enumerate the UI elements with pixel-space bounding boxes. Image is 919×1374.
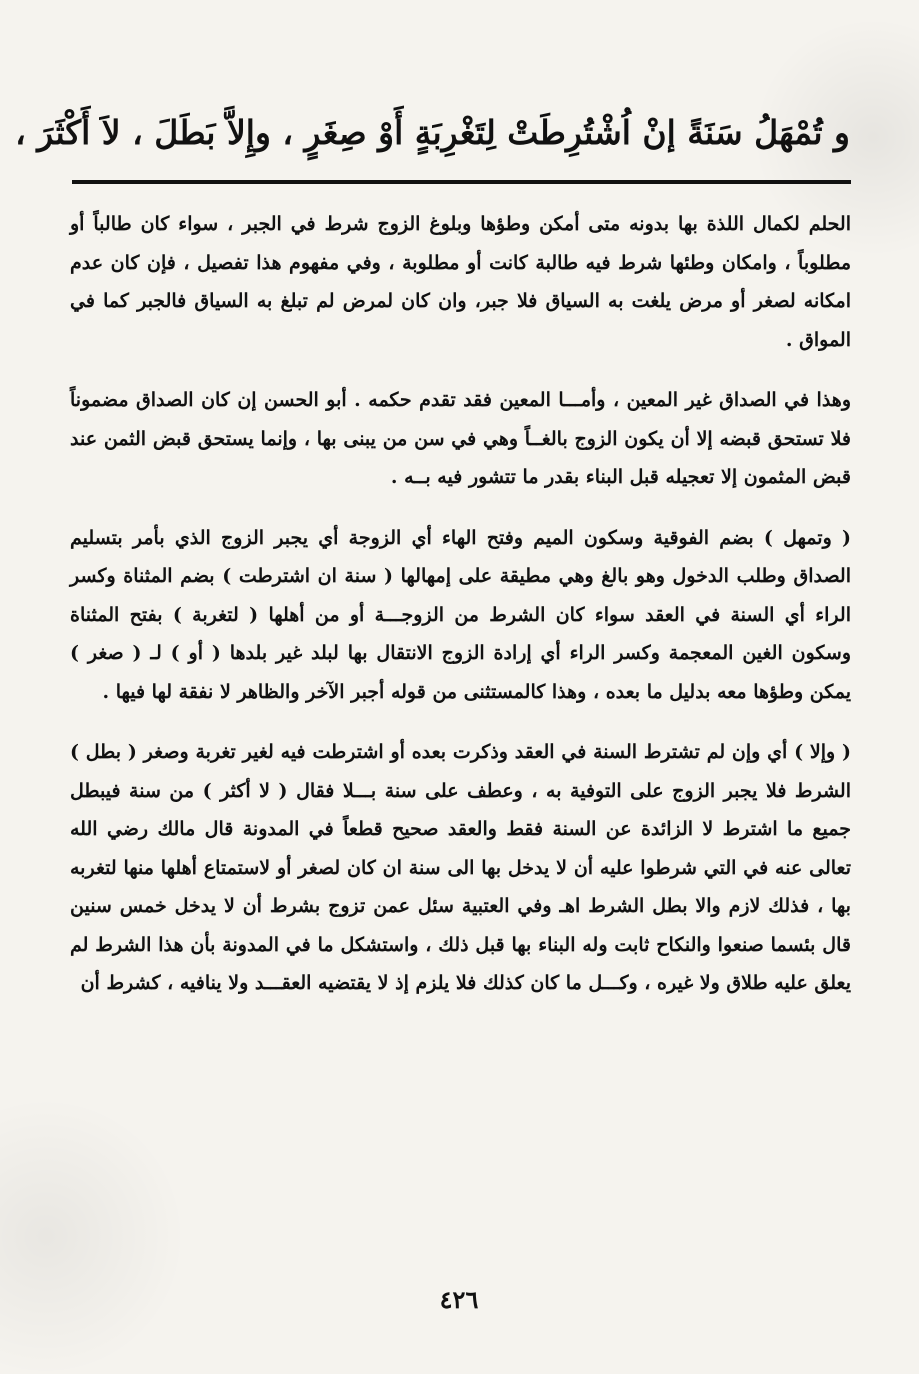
paragraph-1 <box>70 205 851 359</box>
text-line: ( لا أكثر ) من سنة فيبطل جميع ما اشترط لا الزائدة عن السنة فقط والعقد صحيح <box>70 779 851 840</box>
text-line: وفي العتبية سئل عمن تزوج بشرط أن لا يدخل خمس سنين قال بئسما صنعوا والنكاح ثابت <box>70 895 851 956</box>
text-line: طالباً أو مطلوباً ، وامكان وطئها شرط فيه طالبة كانت أو مطلوبة ، وفي مفهوم هذا <box>70 213 851 274</box>
text-line: وصغر ( بطل ) الشرط فلا يجبر الزوج على التوفية به ، وعطف على سنة بـــلا فقال <box>70 741 851 802</box>
text-line: لبلد غير بلدها ( أو ) لـ ( صغر ) يمكن وطؤها معه بدليل ما بعده ، وهذا كالمستثنى من <box>70 642 851 703</box>
text-line: غيره ، وكـــل ما كان كذلك فلا يلزم إذ لا يقتضيه العقـــد ولا ينافيه ، كشرط أن <box>80 972 694 994</box>
text-line: تفصيل ، فإن كان عدم امكانه لصغر أو مرض يلغت به السياق فلا جبر، وان كان لمرض <box>70 251 851 312</box>
text-line: قوله أجبر الآخر والظاهر لا نفقة لها فيها . <box>102 680 426 703</box>
text-line: وهذا في الصداق غير المعين ، وأمـــا المعين فقد تقدم حكمه . أبو الحسن إن كان <box>201 389 851 411</box>
paragraph-3 <box>70 519 851 712</box>
text-line: وله البناء بها قبل ذلك ، واستشكل ما في المدونة بأن هذا الشرط لم يعلق عليه طلاق ولا <box>70 933 851 994</box>
text-line: قطعاً في المدونة قال مالك رضي الله تعالى عنه في التي شرطوا عليه أن لا يدخل بها الى <box>70 818 851 879</box>
paragraph-4 <box>70 733 851 1003</box>
commentary-text <box>70 205 851 1003</box>
text-line: سنة ان كان لصغر أو لاستمتاع أهلها منها لتغربه بها ، فذلك لازم والا بطل الشرط اهـ <box>70 856 851 917</box>
text-line: الحلم لكمال اللذة بها بدونه متى أمكن وطؤها وبلوغ الزوج شرط في الجبر ، سواء كان <box>140 213 852 235</box>
section-heading: و تُمْهَلُ سَنَةً إنْ اُشْتُرِطَتْ لِتَغْرِبَةٍ أَوْ صِغَرٍ ، وإِلاَّ بَطَلَ ، لاَ أَكْثَرَ ، <box>15 113 850 152</box>
text-line: بأمر بتسليم الصداق وطلب الدخول وهو بالغ وهي مطيقة على إمهالها ( سنة ان اشترطت ) <box>70 526 851 587</box>
text-line: بها ، وإنما يستحق قبض الثمن عند قبض المثمون إلا تعجيله قبل البناء بقدر ما تتشور <box>70 427 851 488</box>
text-line: ( وإلا ) أي وإن لم تشترط السنة في العقد وذكرت بعده أو اشترطت فيه لغير تغربة <box>195 741 851 763</box>
text-line: ( لتغربة ) بفتح المثناة وسكون الغين المعجمة وكسر الراء أي إرادة الزوج الانتقال بها <box>70 603 851 664</box>
paragraph-2 <box>70 381 851 497</box>
text-line: ( وتمهل ) بضم الفوقية وسكون الميم وفتح الهاء أي الزوجة أي يجبر الزوج الذي <box>174 526 851 549</box>
text-line: الصداق مضموناً فلا تستحق قبضه إلا أن يكون الزوج بالغــاً وهي في سن من يبنى <box>70 389 851 450</box>
heading-divider <box>72 180 851 184</box>
page-number: ٤٢٦ <box>439 1285 479 1314</box>
text-line: لم تبلغ به السياق فالجبر كما في المواق . <box>70 290 851 351</box>
text-line: فيه بــه . <box>390 466 463 488</box>
text-line: بضم المثناة وكسر الراء أي السنة في العقد سواء كان الشرط من الزوجـــة أو من أهلها <box>70 565 851 626</box>
